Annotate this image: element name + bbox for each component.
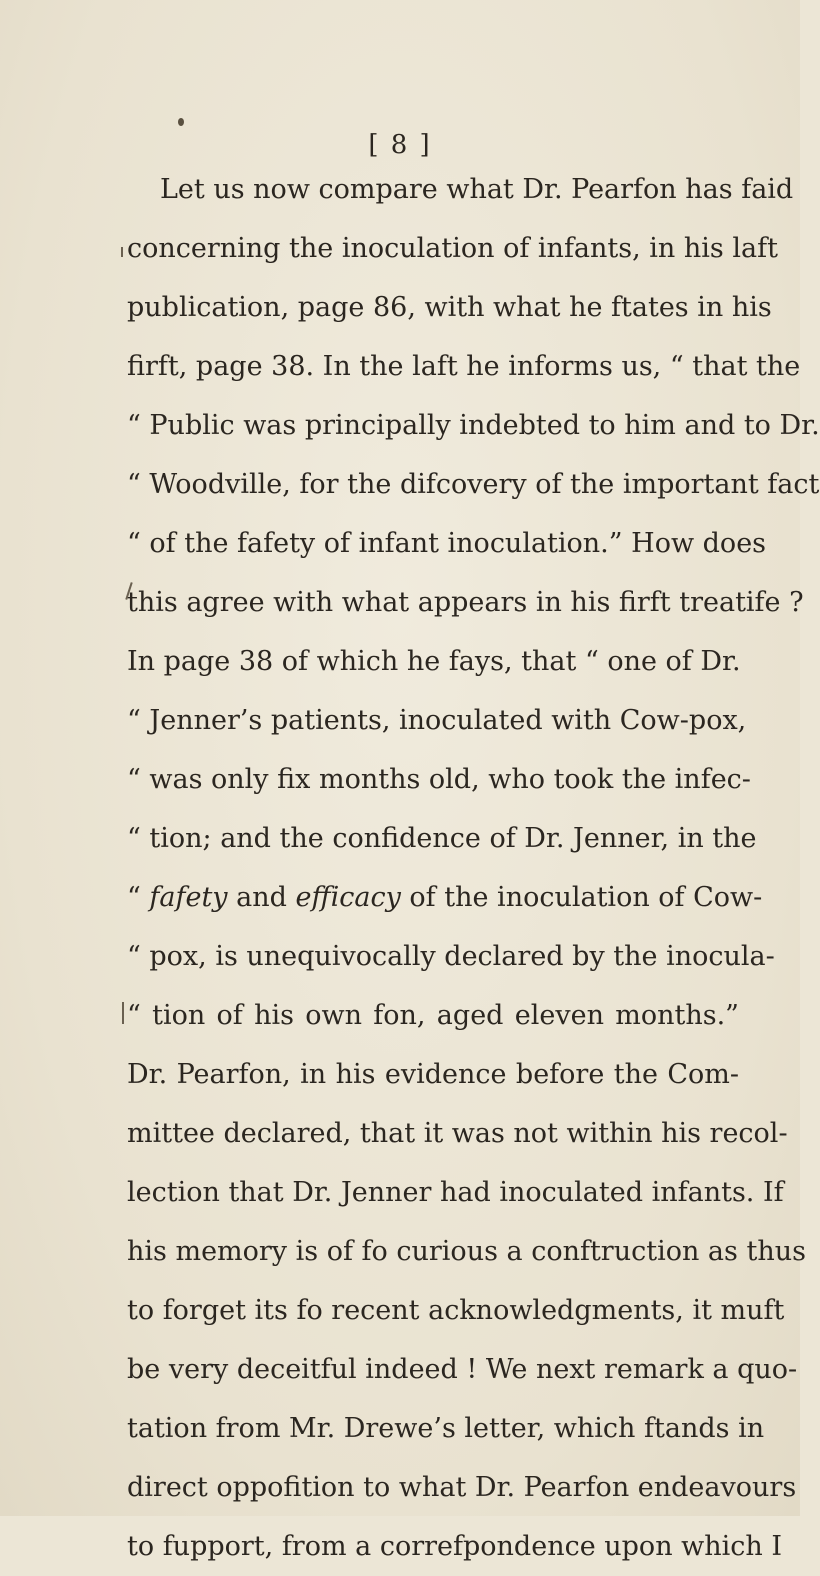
text-fragment: “: [127, 882, 150, 913]
text-line: “ Woodville, for the difcovery of the important fact: [127, 469, 820, 500]
text-line: lection that Dr. Jenner had inoculated infants. If: [127, 1177, 784, 1208]
text-fragment: of the inoculation of Cow-: [400, 882, 763, 913]
text-line: firft, page 38. In the laft he informs us, “ that the: [127, 351, 801, 382]
text-line: publication, page 86, with what he ftates in his: [127, 292, 772, 323]
text-line: Let us now compare what Dr. Pearfon has faid: [160, 174, 794, 205]
text-line: direct oppofition to what Dr. Pearfon endeavours: [127, 1472, 797, 1503]
italic-word: fafety: [149, 882, 228, 913]
text-line: “ of the fafety of infant inoculation.” How does: [127, 528, 767, 559]
text-line: be very deceitful indeed ! We next remark a quo-: [127, 1354, 798, 1385]
text-line: to forget its fo recent acknowledgments, it muft: [127, 1295, 785, 1326]
text-fragment: and: [227, 882, 296, 913]
text-line: “ Jenner’s patients, inoculated with Cow-pox,: [127, 705, 747, 736]
margin-mark: [121, 247, 123, 257]
text-line: Dr. Pearfon, in his evidence before the Com-: [127, 1059, 739, 1090]
text-line: “ Public was principally indebted to him and to Dr.: [127, 410, 820, 441]
margin-mark: [122, 1002, 124, 1024]
text-line: “ was only fix months old, who took the infec-: [127, 764, 751, 795]
text-line: “ tion; and the confidence of Dr. Jenner, in the: [127, 823, 757, 854]
page-number: [ 8 ]: [368, 130, 432, 160]
text-line: to fupport, from a correfpondence upon which I: [127, 1531, 783, 1562]
text-line-italic: [127, 868, 763, 927]
text-line: In page 38 of which he fays, that “ one of Dr.: [127, 646, 741, 677]
text-line: his memory is of fo curious a conftruction as thus: [127, 1236, 806, 1267]
text-line: tation from Mr. Drewe’s letter, which ftands in: [127, 1413, 765, 1444]
body-text: [127, 160, 820, 1576]
text-line: “ tion of his own fon, aged eleven months.”: [127, 1000, 739, 1031]
text-line: concerning the inoculation of infants, in his laft: [127, 233, 778, 264]
italic-word: efficacy: [295, 882, 401, 913]
text-line: “ pox, is unequivocally declared by the inocula-: [127, 941, 775, 972]
text-line: mittee declared, that it was not within his recol-: [127, 1118, 788, 1149]
ink-spot: [178, 118, 184, 126]
text-line: this agree with what appears in his firft treatife ?: [127, 587, 804, 618]
